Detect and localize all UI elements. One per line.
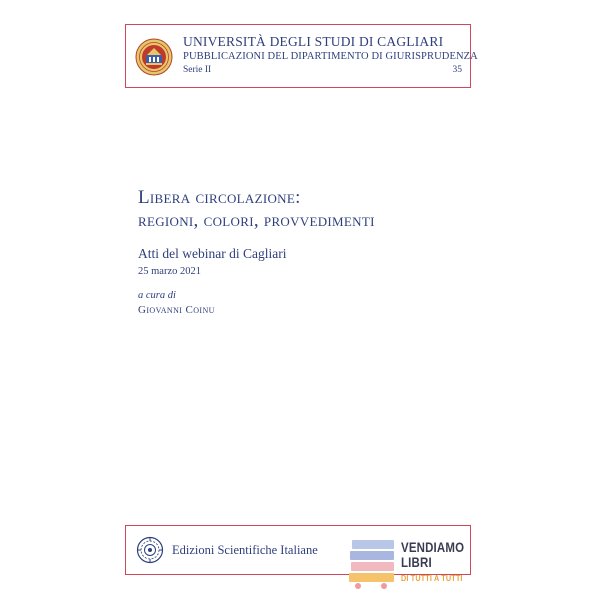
title-line-2: regioni, colori, provvedimenti — [138, 210, 375, 231]
curator-label: a cura di — [138, 290, 176, 301]
book-title — [138, 186, 498, 232]
badge-tagline: DI TUTTI A TUTTI — [401, 573, 463, 583]
curator-name: Giovanni Coinu — [138, 304, 215, 316]
header-text — [183, 34, 478, 77]
publisher-ornament-icon — [136, 536, 164, 564]
event-date: 25 marzo 2021 — [138, 266, 201, 277]
department-name: PUBBLICAZIONI DEL DIPARTIMENTO DI GIURISPRUDENZA — [183, 51, 478, 62]
series-label: Serie II — [183, 65, 212, 75]
vendiamo-libri-badge — [348, 536, 468, 590]
badge-text-line-2: LIBRI — [401, 554, 432, 570]
stacked-books-icon — [348, 536, 398, 590]
badge-text-line-1: VENDIAMO — [401, 539, 465, 555]
university-name: UNIVERSITÀ DEGLI STUDI DI CAGLIARI — [183, 34, 444, 49]
title-line-1: Libera circolazione: — [138, 187, 301, 208]
series-number: 35 — [452, 65, 462, 75]
series-row — [183, 64, 462, 77]
book-subtitle: Atti del webinar di Cagliari — [138, 246, 287, 261]
publisher-name: Edizioni Scientifiche Italiane — [172, 543, 318, 557]
series-header-box — [125, 24, 478, 88]
university-seal-icon — [135, 38, 173, 76]
